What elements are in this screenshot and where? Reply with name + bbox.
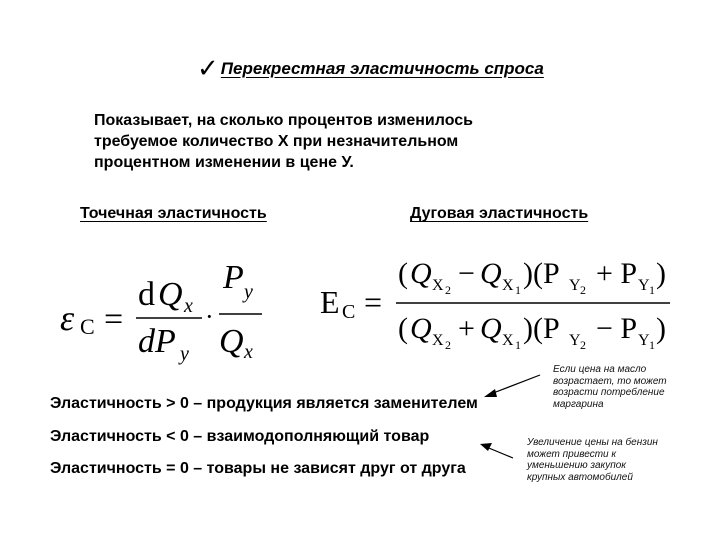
svg-text:−: −: [458, 257, 475, 290]
svg-text:1: 1: [515, 283, 521, 297]
svg-text:Y: Y: [638, 277, 650, 294]
svg-text:=: =: [104, 301, 124, 338]
description-line: требуемое количество Х при незначительном: [94, 133, 459, 150]
svg-text:Q: Q: [410, 312, 432, 345]
svg-text:)(P: )(P: [523, 312, 560, 345]
svg-text:Q: Q: [410, 257, 432, 290]
svg-text:d: d: [138, 276, 155, 313]
description-line: Показывает, на сколько процентов изменилось: [94, 112, 473, 129]
svg-text:·: ·: [205, 302, 214, 331]
svg-text:X: X: [432, 332, 444, 349]
note-complement: [527, 437, 658, 483]
rule-negative: Эластичность < 0 – взаимодополняющий товар: [50, 428, 430, 445]
arrow-icon: [480, 443, 513, 458]
svg-text:y: y: [244, 281, 253, 303]
svg-text:Y: Y: [569, 277, 581, 294]
svg-text:Q: Q: [158, 276, 183, 313]
svg-text:Y: Y: [638, 332, 650, 349]
svg-text:− P: − P: [596, 312, 638, 345]
svg-text:+ P: + P: [596, 257, 638, 290]
svg-text:E: E: [320, 284, 340, 320]
note-line: возрастает, то может: [553, 375, 667, 387]
note-substitute: [553, 364, 667, 410]
description-line: процентном изменении в цене У.: [94, 154, 354, 171]
note-line: Увеличение цены на бензин: [527, 437, 658, 448]
svg-text:=: =: [364, 284, 383, 320]
svg-text:(: (: [398, 312, 408, 345]
svg-text:X: X: [432, 277, 444, 294]
svg-text:2: 2: [445, 283, 451, 297]
slide-title-text: Перекрестная эластичность спроса: [220, 59, 544, 78]
svg-text:1: 1: [515, 338, 521, 352]
svg-text:X: X: [502, 332, 514, 349]
arc-elasticity-heading: Дуговая эластичность: [410, 205, 589, 222]
svg-text:C: C: [342, 301, 356, 323]
arc-elasticity-formula: [320, 257, 670, 352]
svg-text:ε: ε: [60, 298, 75, 338]
svg-text:Q: Q: [480, 257, 502, 290]
arrow-icon: [484, 375, 540, 397]
svg-text:1: 1: [649, 338, 655, 352]
point-elasticity-heading: Точечная эластичность: [80, 205, 267, 222]
svg-text:+: +: [458, 312, 475, 345]
svg-text:Y: Y: [569, 332, 581, 349]
svg-text:2: 2: [580, 338, 586, 352]
svg-text:(: (: [398, 257, 408, 290]
svg-text:Q: Q: [219, 323, 244, 360]
svg-text:X: X: [502, 277, 514, 294]
note-line: крупных автомобилей: [527, 471, 633, 483]
svg-text:C: C: [80, 314, 95, 339]
point-elasticity-formula: [60, 259, 262, 365]
rule-positive: Эластичность > 0 – продукция является заменителем: [50, 395, 478, 412]
svg-text:x: x: [184, 295, 193, 317]
svg-text:2: 2: [580, 283, 586, 297]
svg-text:): ): [656, 312, 666, 345]
rule-zero: Эластичность = 0 – товары не зависят друг от друга: [50, 460, 466, 477]
note-line: может привести к: [527, 448, 617, 460]
svg-text:Q: Q: [480, 312, 502, 345]
svg-text:)(P: )(P: [523, 257, 560, 290]
svg-text:P: P: [223, 259, 244, 296]
svg-text:1: 1: [649, 283, 655, 297]
svg-text:y: y: [180, 343, 189, 365]
svg-text:2: 2: [445, 338, 451, 352]
svg-text:dP: dP: [138, 323, 176, 360]
note-line: Если цена на масло: [553, 364, 647, 375]
svg-text:): ): [656, 257, 666, 290]
svg-text:x: x: [244, 341, 253, 363]
note-line: возрасти потребление: [553, 387, 665, 398]
checkmark-icon: ✓: [197, 53, 219, 83]
note-line: маргарина: [553, 398, 604, 410]
note-line: уменьшению закупок: [527, 460, 627, 471]
